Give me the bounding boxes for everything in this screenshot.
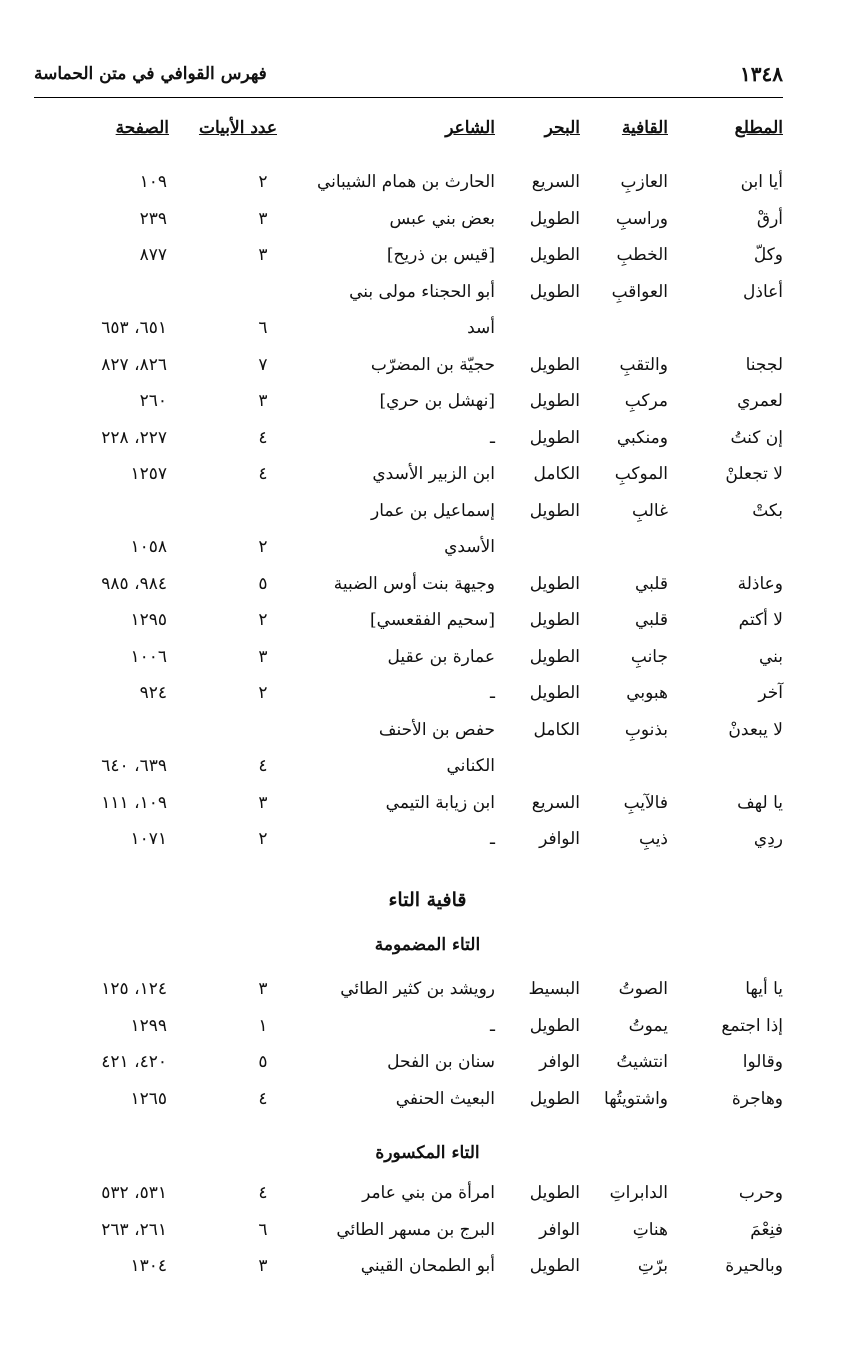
running-title: فهرس القوافي في متن الحماسة	[34, 64, 267, 84]
qafiya-cell: غالبِ	[632, 500, 668, 521]
qafiya-cell: الدابراتِ	[609, 1183, 668, 1203]
bahr-cell: السريع	[531, 172, 580, 192]
matla-cell: أيا ابن	[740, 172, 783, 192]
abyat-cell: ٣	[258, 1256, 268, 1276]
matla-cell: إذا اجتمع	[721, 1015, 783, 1036]
qafiya-cell: ومنكبي	[616, 427, 668, 448]
shaer-cell: امرأة من بني عامر	[362, 1183, 495, 1203]
safha-cell: ١٠٧١	[130, 829, 167, 849]
shaer-cell: الحارث بن همام الشيباني	[316, 172, 495, 192]
qafiya-cell: فالآيبِ	[623, 792, 668, 813]
header-rule	[34, 97, 783, 98]
abyat-cell: ٤	[258, 1088, 268, 1109]
shaer-cell: الأسدي	[444, 537, 495, 557]
table-row	[0, 1256, 855, 1288]
qafiya-cell: انتشيتُ	[616, 1052, 668, 1072]
table-row	[0, 172, 855, 204]
shaer-cell: البرج بن مسهر الطائي	[336, 1219, 495, 1240]
matla-cell: لججنا	[745, 354, 783, 375]
matla-cell: وبالحيرة	[725, 1256, 783, 1276]
safha-cell: ١٠٩، ١١١	[101, 792, 167, 813]
matla-cell: إن كنتُ	[730, 427, 783, 448]
bahr-cell: الطويل	[529, 391, 580, 411]
bahr-cell: الطويل	[529, 1088, 580, 1109]
table-row	[0, 1016, 855, 1048]
abyat-cell: ٤	[258, 1183, 268, 1203]
abyat-cell: ٢	[258, 610, 268, 630]
bahr-cell: الطويل	[529, 208, 580, 229]
shaer-cell: ـ	[490, 1015, 495, 1036]
safha-cell: ١٠٠٦	[130, 646, 167, 667]
matla-cell: أرقْ	[756, 208, 783, 229]
table-row	[0, 1052, 855, 1084]
abyat-cell: ٥	[258, 1052, 268, 1072]
table-row	[0, 282, 855, 314]
shaer-cell: بعض بني عبس	[389, 208, 495, 229]
abyat-cell: ٢	[258, 683, 268, 703]
shaer-cell: أبو الطمحان القيني	[360, 1256, 495, 1276]
safha-cell: ١٢٥٧	[130, 464, 167, 484]
safha-cell: ١٢٤، ١٢٥	[101, 979, 167, 999]
table-row	[0, 501, 855, 533]
bahr-cell: الطويل	[529, 646, 580, 667]
table-row	[0, 318, 855, 350]
safha-cell: ٢٦١، ٢٦٣	[101, 1219, 167, 1240]
abyat-cell: ٤	[258, 464, 268, 484]
qafiya-cell: الصوتُ	[618, 979, 668, 999]
table-row	[0, 683, 855, 715]
abyat-cell: ٤	[258, 427, 268, 448]
bahr-cell: الطويل	[529, 500, 580, 521]
shaer-cell: ـ	[490, 829, 495, 849]
page-header	[34, 62, 783, 92]
qafiya-cell: ذيبِ	[639, 829, 668, 849]
matla-cell: بني	[758, 646, 783, 667]
safha-cell: ٢٣٩	[139, 208, 167, 229]
safha-cell: ٩٨٤، ٩٨٥	[101, 573, 167, 594]
shaer-cell: رويشد بن كثير الطائي	[340, 979, 495, 999]
abyat-cell: ٣	[258, 245, 268, 265]
shaer-cell: حجيّة بن المضرّب	[370, 354, 495, 375]
abyat-cell: ٥	[258, 573, 268, 594]
shaer-cell: الكناني	[446, 756, 495, 776]
abyat-cell: ٤	[258, 756, 268, 776]
abyat-cell: ٧	[258, 354, 268, 375]
qafiya-cell: الخطبِ	[616, 245, 668, 265]
qafiya-cell: مركبِ	[624, 391, 668, 411]
shaer-cell: [قيس بن ذريح]	[386, 245, 495, 265]
safha-cell: ١٢٦٥	[130, 1088, 167, 1109]
table-row	[0, 979, 855, 1011]
qafiya-cell: العازبِ	[620, 172, 668, 192]
abyat-cell: ٣	[258, 391, 268, 411]
matla-cell: يا أيها	[745, 979, 783, 999]
matla-cell: لعمري	[737, 391, 783, 411]
col-matla: المطلع	[734, 118, 783, 138]
matla-cell: لا تجعلنْ	[725, 464, 783, 484]
abyat-cell: ٦	[258, 318, 268, 338]
page-number: ١٣٤٨	[740, 62, 783, 86]
safha-cell: ٨٢٦، ٨٢٧	[101, 354, 167, 375]
qafiya-cell: بذنوبِ	[624, 719, 668, 740]
bahr-cell: الكامل	[533, 464, 580, 484]
bahr-cell: الطويل	[529, 573, 580, 594]
table-row	[0, 391, 855, 423]
matla-cell: أعاذل	[743, 281, 783, 302]
abyat-cell: ٦	[258, 1219, 268, 1240]
safha-cell: ٦٣٩، ٦٤٠	[101, 756, 167, 776]
bahr-cell: الطويل	[529, 1256, 580, 1276]
table-row	[0, 720, 855, 752]
abyat-cell: ٣	[258, 646, 268, 667]
matla-cell: وقالوا	[742, 1052, 783, 1072]
matla-cell: آخر	[758, 683, 783, 703]
matla-cell: لا أكتم	[738, 610, 783, 630]
col-bahr: البحر	[544, 118, 580, 138]
qafiya-cell: قلبي	[634, 610, 668, 630]
table-row	[0, 1220, 855, 1252]
safha-cell: ١٢٩٩	[130, 1015, 167, 1036]
matla-cell: وهاجرة	[731, 1088, 783, 1109]
qafiya-cell: هناتِ	[632, 1219, 668, 1240]
table-row	[0, 756, 855, 788]
safha-cell: ٦٥١، ٦٥٣	[101, 318, 167, 338]
shaer-cell: ـ	[490, 427, 495, 448]
matla-cell: وكلّ	[753, 245, 783, 265]
shaer-cell: [نهشل بن حري]	[379, 391, 495, 411]
safha-cell: ٤٢٠، ٤٢١	[101, 1052, 167, 1072]
qafiya-cell: قلبي	[634, 573, 668, 594]
table-row	[0, 1089, 855, 1121]
table-row	[0, 829, 855, 861]
shaer-cell: إسماعيل بن عمار	[371, 500, 495, 521]
col-qafiya: القافية	[621, 118, 668, 138]
table-row	[0, 647, 855, 679]
safha-cell: ٢٢٧، ٢٢٨	[101, 427, 167, 448]
qafiya-cell: واشتويتُها	[604, 1088, 668, 1109]
section-title-ta: قافية التاء	[388, 889, 467, 911]
abyat-cell: ٣	[258, 979, 268, 999]
shaer-cell: حفص بن الأحنف	[378, 719, 495, 740]
table-row	[0, 355, 855, 387]
safha-cell: ١٣٠٤	[130, 1256, 167, 1276]
qafiya-cell: العواقبِ	[611, 281, 668, 302]
bahr-cell: الطويل	[529, 1015, 580, 1036]
bahr-cell: الطويل	[529, 610, 580, 630]
shaer-cell: سنان بن الفحل	[387, 1052, 495, 1072]
shaer-cell: البعيث الحنفي	[395, 1088, 495, 1109]
qafiya-cell: والتقبِ	[619, 354, 668, 375]
table-row	[0, 209, 855, 241]
safha-cell: ٨٧٧	[139, 245, 167, 265]
qafiya-cell: هبوبي	[626, 683, 668, 703]
shaer-cell: وجيهة بنت أوس الضبية	[333, 573, 495, 594]
abyat-cell: ١	[258, 1015, 268, 1036]
matla-cell: بكتْ	[752, 500, 783, 521]
bahr-cell: السريع	[531, 792, 580, 813]
shaer-cell: أسد	[467, 318, 495, 338]
bahr-cell: الطويل	[529, 683, 580, 703]
shaer-cell: عمارة بن عقيل	[387, 646, 495, 667]
abyat-cell: ٢	[258, 829, 268, 849]
bahr-cell: الطويل	[529, 245, 580, 265]
shaer-cell: أبو الحجناء مولى بني	[349, 281, 495, 302]
col-shaer: الشاعر	[445, 118, 495, 138]
bahr-cell: الطويل	[529, 354, 580, 375]
subsection-damma: التاء المضمومة	[374, 935, 481, 955]
abyat-cell: ٣	[258, 208, 268, 229]
shaer-cell: [سحيم الفقعسي]	[370, 610, 495, 630]
safha-cell: ١٠٥٨	[130, 537, 167, 557]
matla-cell: ردِي	[753, 829, 783, 849]
col-safha: الصفحة	[115, 118, 169, 138]
bahr-cell: الطويل	[529, 281, 580, 302]
table-row	[0, 464, 855, 496]
qafiya-cell: الموكبِ	[614, 464, 668, 484]
abyat-cell: ٢	[258, 172, 268, 192]
abyat-cell: ٣	[258, 792, 268, 813]
matla-cell: وعاذلة	[737, 573, 783, 594]
bahr-cell: الطويل	[529, 1183, 580, 1203]
table-row	[0, 245, 855, 277]
shaer-cell: ـ	[490, 683, 495, 703]
safha-cell: ٢٦٠	[139, 391, 167, 411]
bahr-cell: الوافر	[539, 1219, 580, 1240]
qafiya-cell: وراسبِ	[615, 208, 668, 229]
safha-cell: ١٢٩٥	[130, 610, 167, 630]
matla-cell: لا يبعدنْ	[728, 719, 783, 740]
table-row	[0, 793, 855, 825]
bahr-cell: الوافر	[539, 829, 580, 849]
table-row	[0, 574, 855, 606]
table-row	[0, 428, 855, 460]
matla-cell: فنِعْمَ	[750, 1219, 783, 1240]
qafiya-cell: يموتُ	[628, 1015, 668, 1036]
bahr-cell: الوافر	[539, 1052, 580, 1072]
bahr-cell: الطويل	[529, 427, 580, 448]
matla-cell: يا لهف	[737, 792, 783, 813]
bahr-cell: البسيط	[528, 979, 580, 999]
bahr-cell: الكامل	[533, 719, 580, 740]
qafiya-cell: جانبِ	[630, 646, 668, 667]
table-row	[0, 1183, 855, 1215]
table-row	[0, 610, 855, 642]
qafiya-cell: برّتِ	[637, 1256, 668, 1276]
abyat-cell: ٢	[258, 537, 268, 557]
safha-cell: ٩٢٤	[139, 683, 167, 703]
subsection-kasra: التاء المكسورة	[375, 1143, 480, 1163]
table-row	[0, 537, 855, 569]
safha-cell: ٥٣١، ٥٣٢	[101, 1183, 167, 1203]
matla-cell: وحرب	[738, 1183, 783, 1203]
shaer-cell: ابن زيابة التيمي	[385, 792, 495, 813]
shaer-cell: ابن الزبير الأسدي	[372, 464, 495, 484]
col-abyat: عدد الأبيات	[198, 118, 277, 138]
safha-cell: ١٠٩	[139, 172, 167, 192]
